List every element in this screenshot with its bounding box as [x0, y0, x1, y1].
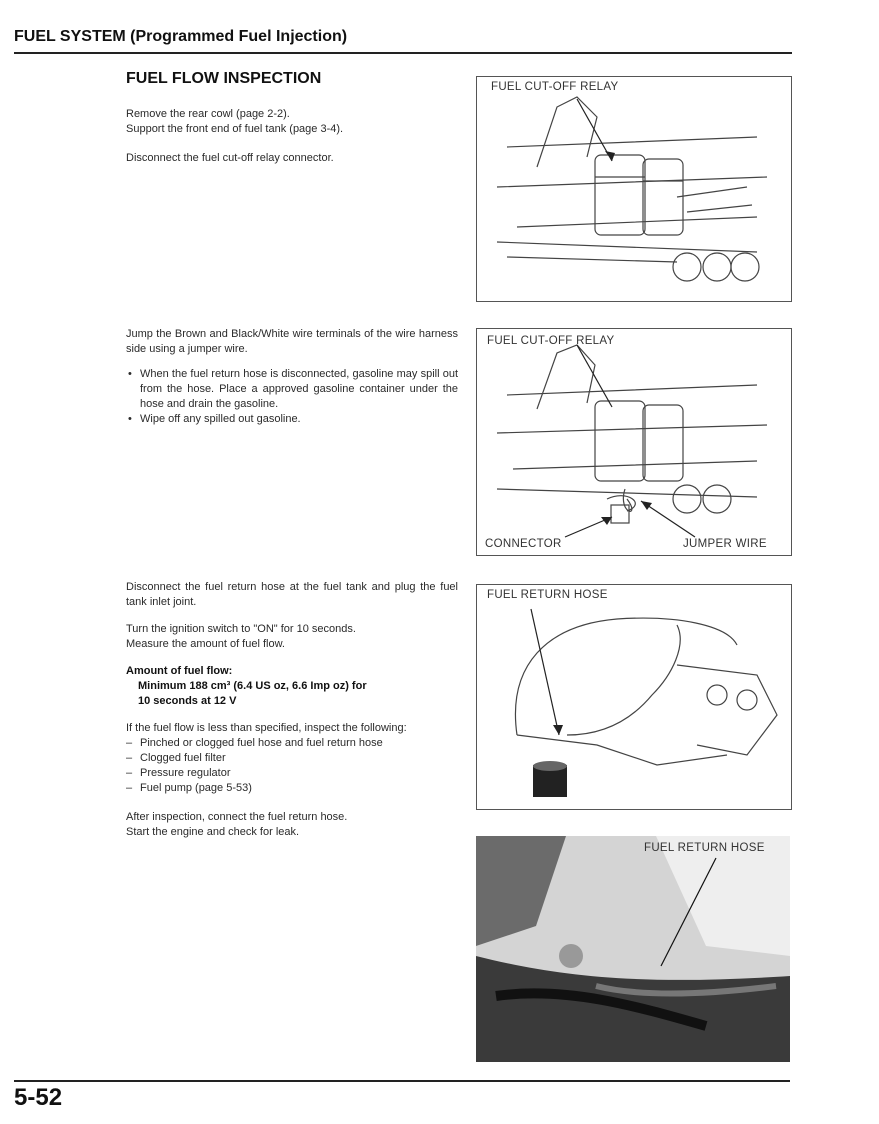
step-block-2 — [126, 327, 458, 427]
spec-label: Amount of fuel flow: — [126, 665, 233, 677]
section-title: FUEL FLOW INSPECTION — [126, 70, 322, 87]
figure-label: FUEL RETURN HOSE — [644, 842, 765, 854]
footer-divider — [14, 1080, 790, 1082]
page-number: 5-52 — [14, 1084, 63, 1111]
step-block-3 — [126, 580, 458, 840]
warning-item: • When the fuel return hose is disconnected, gasoline may spill out from the hose. Place a approved gasoline container under the hose and drain the gasoline. — [126, 367, 458, 412]
jumper-illustration — [477, 329, 791, 555]
figure-jumper — [476, 328, 792, 556]
figure-label: FUEL CUT-OFF RELAY — [487, 335, 615, 347]
figure-relay — [476, 76, 792, 302]
figure-label: FUEL CUT-OFF RELAY — [491, 81, 619, 93]
inspect-item: – Pinched or clogged fuel hose and fuel return hose — [126, 736, 458, 751]
jumper-wire-label: JUMPER WIRE — [683, 538, 767, 550]
inspect-item: – Pressure regulator — [126, 766, 458, 781]
warning-item: • Wipe off any spilled out gasoline. — [126, 412, 458, 427]
step-block-1 — [126, 107, 456, 166]
figure-label: FUEL RETURN HOSE — [487, 589, 608, 601]
step-text: Disconnect the fuel cut-off relay connector. — [126, 152, 334, 164]
step-text: If the fuel flow is less than specified, inspect the following: — [126, 722, 407, 734]
warning-list — [126, 367, 458, 427]
spec-value: Minimum 188 cm³ (6.4 US oz, 6.6 Imp oz) for — [138, 680, 367, 692]
header-title: FUEL SYSTEM (Programmed Fuel Injection) — [14, 28, 348, 45]
inspect-item: – Fuel pump (page 5-53) — [126, 781, 458, 796]
figure-return-hose — [476, 584, 792, 810]
photo-illustration — [476, 836, 790, 1062]
return-hose-illustration — [477, 585, 791, 809]
header-divider — [14, 52, 792, 54]
spec-value: 10 seconds at 12 V — [138, 695, 237, 707]
return-hose-photo — [476, 836, 790, 1062]
step-text: Remove the rear cowl (page 2-2). — [126, 108, 290, 120]
step-text: Start the engine and check for leak. — [126, 826, 300, 838]
step-text: Turn the ignition switch to "ON" for 10 seconds. — [126, 623, 356, 635]
step-text: Disconnect the fuel return hose at the fuel tank and plug the fuel tank inlet joint. — [126, 581, 458, 608]
step-text: Support the front end of fuel tank (page 3-4). — [126, 123, 344, 135]
step-text: After inspection, connect the fuel return hose. — [126, 811, 348, 823]
step-text: Measure the amount of fuel flow. — [126, 638, 285, 650]
connector-label: CONNECTOR — [485, 538, 562, 550]
step-text: Jump the Brown and Black/White wire terminals of the wire harness side using a jumper wire. — [126, 328, 458, 355]
inspect-list — [126, 736, 458, 796]
relay-illustration — [477, 77, 791, 301]
inspect-item: – Clogged fuel filter — [126, 751, 458, 766]
